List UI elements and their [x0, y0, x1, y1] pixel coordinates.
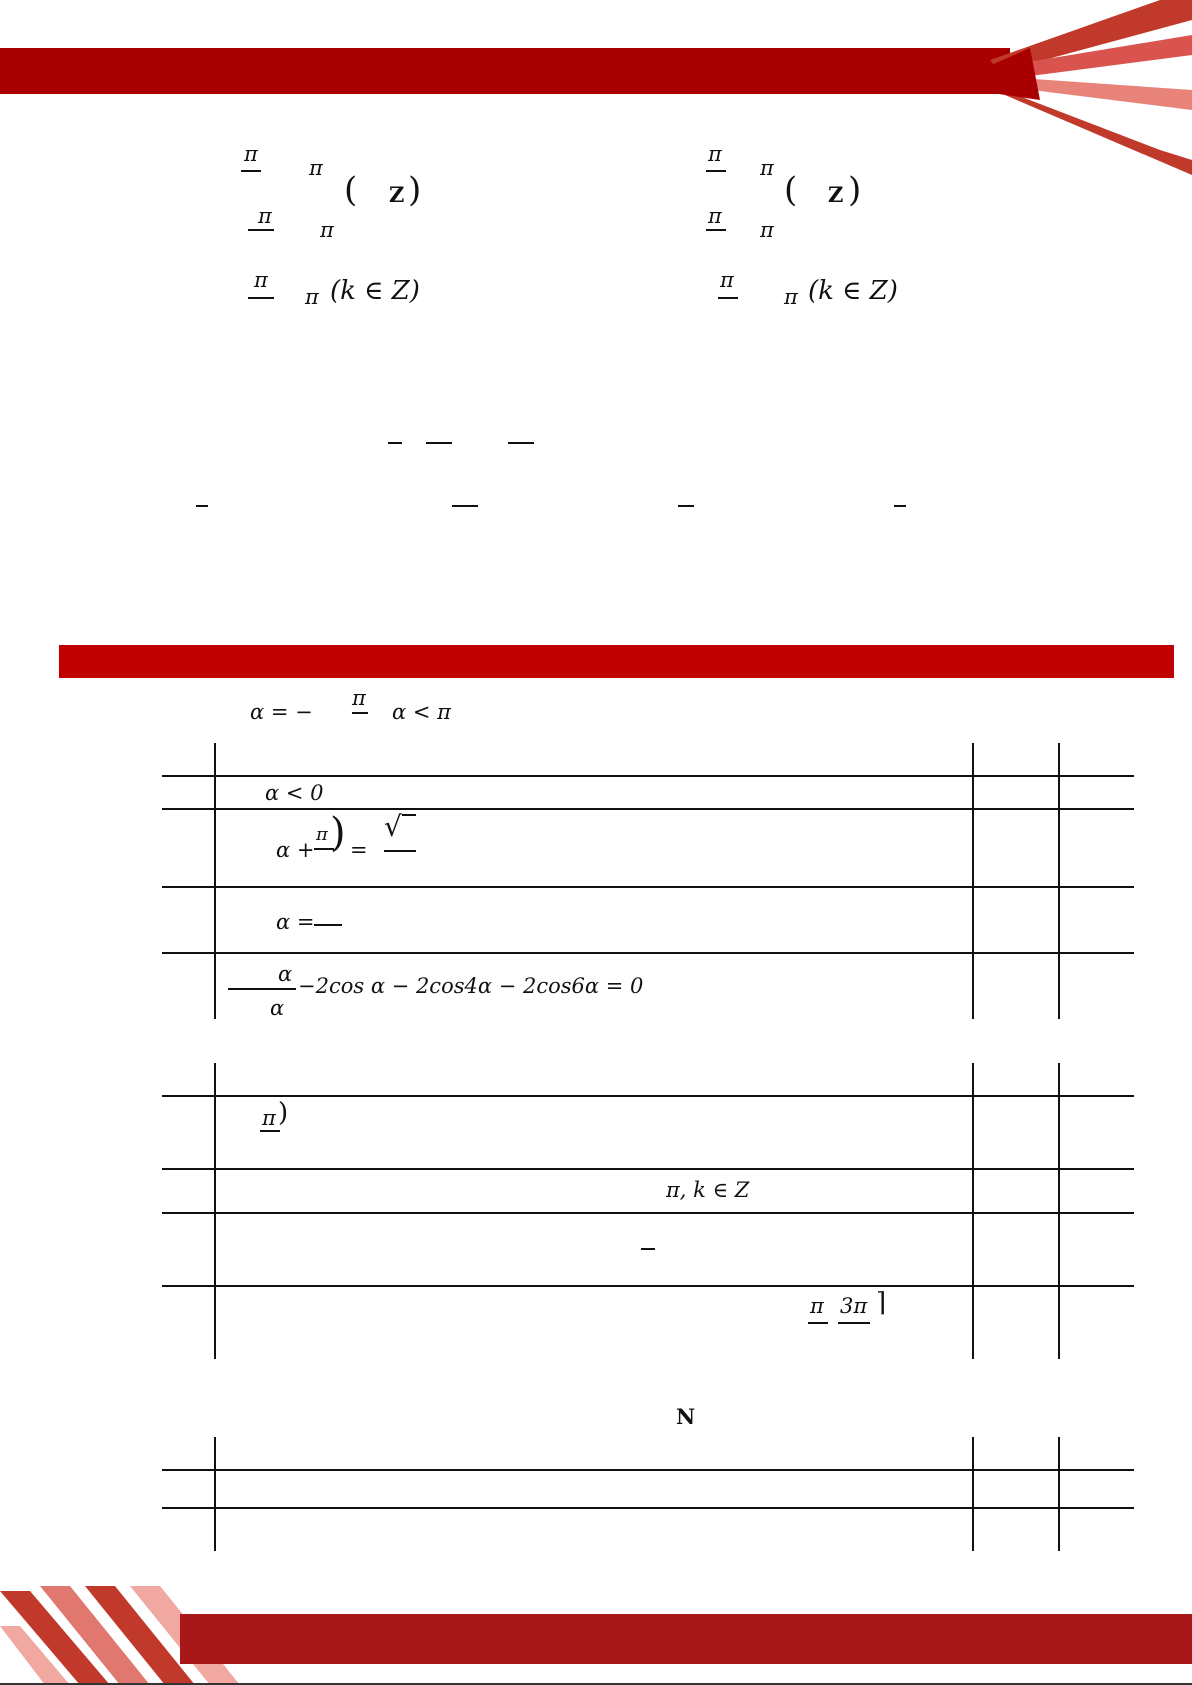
option-d-paren: (k ∈ Z) [808, 276, 898, 306]
option-c-frac-bar [248, 297, 274, 299]
table1-row2-sqrt: √ [384, 810, 402, 843]
table2-row4-bracket: ⌉ [876, 1288, 887, 1318]
table1-row3-expr: α = [276, 910, 315, 934]
table1-row1-expr: α < 0 [265, 781, 324, 805]
table1-row4-num: α [278, 962, 293, 986]
option-a-bottom-pi: π [258, 204, 272, 228]
table2-row1-pi: π [262, 1106, 276, 1130]
option-c-term-pi: π [305, 285, 319, 309]
ans-d-frac-bar [894, 505, 906, 507]
option-b-top-pi: π [708, 142, 722, 166]
problem-pi: π [352, 686, 366, 710]
table2-row3-frac-bar [641, 1248, 655, 1250]
table2-row1-frac-bar [260, 1130, 280, 1132]
table1-row2-eq: = [350, 838, 368, 862]
problem-ineq: α < π [392, 700, 451, 724]
table1-row2-paren: ) [330, 810, 346, 856]
footer-band [180, 1614, 1192, 1664]
table1-row4-frac-bar [228, 988, 296, 990]
q-frac-bar-3 [508, 442, 534, 444]
option-a-set: Z [389, 182, 405, 207]
option-a-bracket-right: ) [408, 170, 422, 210]
table2-row2-expr: π, k ∈ Z [666, 1178, 750, 1202]
problem-frac-bar [352, 712, 368, 714]
option-d-frac-bar [718, 297, 738, 299]
option-b-bracket-right: ) [848, 170, 862, 210]
option-b-bottom-pi: π [708, 204, 722, 228]
ans-c-frac-bar [678, 505, 694, 507]
option-a-top-pi: π [244, 142, 258, 166]
table1-row2-pi: π [316, 824, 328, 845]
ans-a-frac-bar [196, 505, 208, 507]
option-a-bottom-pi2: π [320, 218, 334, 242]
q-frac-bar-1 [388, 442, 402, 444]
option-b-bracket-left: ( [784, 170, 798, 210]
header-rays-decoration [960, 0, 1192, 175]
problem-alpha-eq: α = − [250, 700, 313, 724]
option-a-top-frac-bar [241, 170, 261, 172]
option-a-top-pi2: π [309, 156, 323, 180]
table2-row4-frac-bar-2 [838, 1322, 870, 1324]
table1-row2-frac-bar-2 [384, 850, 416, 852]
option-c-frac-pi: π [254, 268, 268, 292]
section-band [59, 645, 1174, 678]
option-c-paren: (k ∈ Z) [330, 276, 420, 306]
table1-row2-sqrt-bar [402, 814, 416, 816]
option-b-bottom-pi2: π [760, 218, 774, 242]
option-b-bottom-frac-bar [706, 229, 726, 231]
option-b-top-frac-bar [706, 170, 726, 172]
table1-row4-den: α [270, 996, 285, 1020]
table1-row3-frac-bar [314, 924, 342, 926]
table2-row4-frac-bar [808, 1322, 828, 1324]
option-b-set: Z [828, 182, 844, 207]
option-a-bottom-frac-bar [248, 229, 274, 231]
table1-row4-expr: −2cos α − 2cos4α − 2cos6α = 0 [298, 974, 644, 998]
table2-row4-3pi: 3π [840, 1294, 868, 1318]
table2-row1-paren: ) [278, 1098, 289, 1128]
option-d-term-pi: π [784, 285, 798, 309]
option-a-bracket-left: ( [344, 170, 358, 210]
table2-row4-pi: π [810, 1294, 824, 1318]
naturals-symbol: N [676, 1404, 696, 1429]
table1-row2-left: α + [276, 838, 315, 862]
ans-b-frac-bar [452, 505, 478, 507]
header-band [0, 48, 1010, 94]
q-frac-bar-2 [426, 442, 452, 444]
option-b-top-pi2: π [760, 156, 774, 180]
option-d-frac-pi: π [720, 268, 734, 292]
